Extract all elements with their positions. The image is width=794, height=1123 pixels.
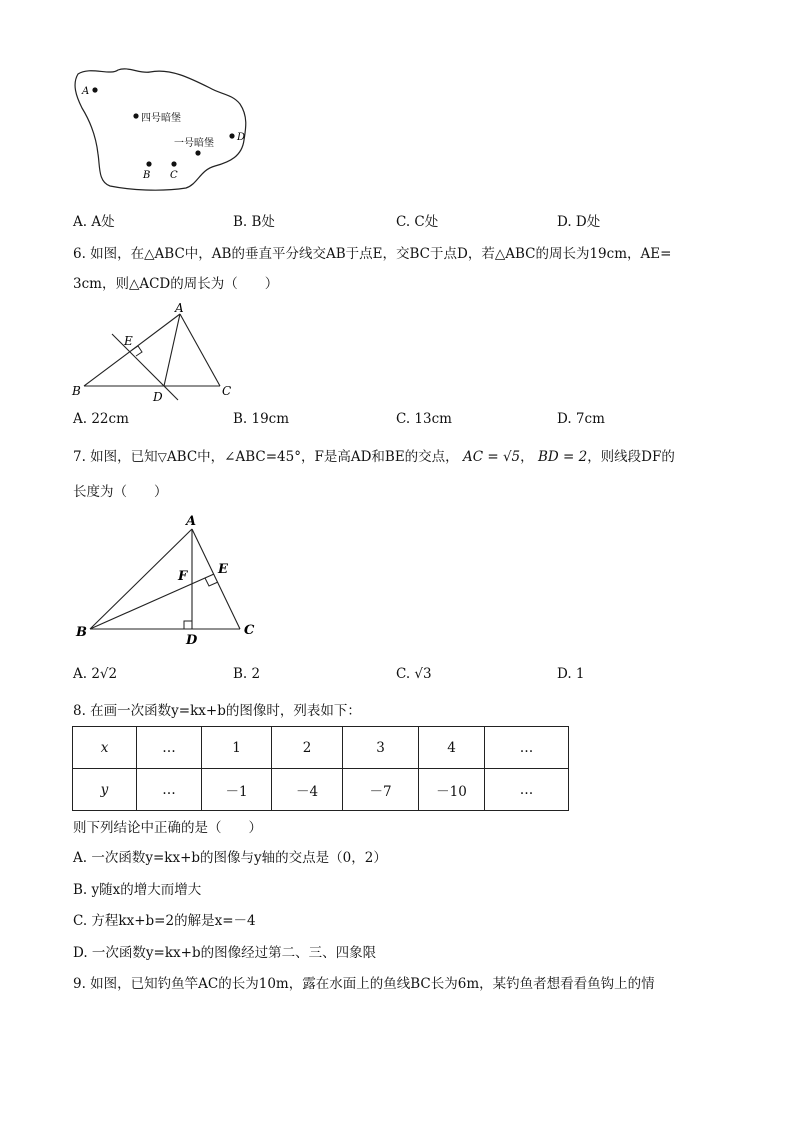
table-cell: y xyxy=(73,769,137,811)
q5-option-c[interactable]: C. C处 xyxy=(396,214,439,230)
table-cell: 4 xyxy=(419,727,485,769)
q5-option-b[interactable]: B. B处 xyxy=(233,214,275,230)
q8-value-table xyxy=(72,726,569,811)
q7-label-b: B xyxy=(76,625,87,640)
point-c-label: C xyxy=(170,170,178,181)
q7-label-d: D xyxy=(186,633,198,648)
island-outline xyxy=(75,69,246,190)
q6-stem-line2: 3cm，则△ACD的周长为（ ） xyxy=(73,276,279,292)
q7-bd-equation: BD = 2 xyxy=(537,449,588,465)
point-c-dot xyxy=(171,161,176,166)
q7-option-a[interactable]: A. 2√2 xyxy=(73,666,118,682)
q7-label-c: C xyxy=(244,623,255,638)
table-cell: －4 xyxy=(272,769,343,811)
q7-ac-equation: AC = √5 xyxy=(462,449,521,465)
q7-option-b[interactable]: B. 2 xyxy=(233,666,261,682)
point-b-dot xyxy=(146,161,151,166)
q9-stem-line1: 9. 如图，已知钓鱼竿AC的长为10m，露在水面上的鱼线BC长为6m，某钓鱼者想看看鱼钩上的情 xyxy=(73,976,655,992)
point-a-label: A xyxy=(82,86,90,97)
q6-option-b[interactable]: B. 19cm xyxy=(233,411,290,427)
fort-1-dot xyxy=(195,150,200,155)
q6-option-a[interactable]: A. 22cm xyxy=(73,411,129,427)
table-cell: … xyxy=(485,769,569,811)
q6-label-d: D xyxy=(153,390,163,404)
point-d-label: D xyxy=(237,132,246,143)
table-row-y xyxy=(73,769,569,811)
triangle-symbol-icon: ▽ xyxy=(157,450,167,464)
q7-label-a: A xyxy=(186,514,197,529)
q7-label-e: E xyxy=(218,562,228,577)
q6-triangle-figure xyxy=(68,300,243,406)
table-row-x xyxy=(73,727,569,769)
q7-stem-part3: ，则线段DF的 xyxy=(587,449,675,465)
q7-option-d[interactable]: D. 1 xyxy=(557,666,585,682)
point-d-dot xyxy=(229,133,234,138)
table-cell: 2 xyxy=(272,727,343,769)
q8-option-d[interactable]: D. 一次函数y=kx+b的图像经过第二、三、四象限 xyxy=(73,945,377,961)
q7-option-c[interactable]: C. √3 xyxy=(396,666,432,682)
q6-label-c: C xyxy=(222,384,232,398)
q8-option-a[interactable]: A. 一次函数y=kx+b的图像与y轴的交点是（0，2） xyxy=(73,850,387,866)
island-map-figure xyxy=(70,66,255,196)
q7-stem-line2: 长度为（ ） xyxy=(73,484,168,500)
q8-stem: 8. 在画一次函数y=kx+b的图像时，列表如下： xyxy=(73,703,361,719)
q5-option-d[interactable]: D. D处 xyxy=(557,214,601,230)
table-cell: x xyxy=(73,727,137,769)
point-b-label: B xyxy=(143,170,151,181)
q5-option-a[interactable]: A. A处 xyxy=(73,214,115,230)
q8-prompt: 则下列结论中正确的是（ ） xyxy=(73,820,262,836)
q8-option-b[interactable]: B. y随x的增大而增大 xyxy=(73,882,202,898)
q6-stem-line1: 6. 如图，在△ABC中，AB的垂直平分线交AB于点E，交BC于点D，若△ABC的周长为19cm，AE= xyxy=(73,246,672,262)
q6-label-a: A xyxy=(175,301,184,315)
fort-4-label: 四号暗堡 xyxy=(141,113,181,124)
table-cell: －7 xyxy=(343,769,419,811)
q7-stem-line1: 7. 如图，已知▽ABC中，∠ABC=45°，F是高AD和BE的交点， AC = √5， BD = 2，则线段DF的 xyxy=(73,449,675,465)
fort-4-dot xyxy=(133,113,138,118)
q7-stem-part2: ABC中，∠ABC=45°，F是高AD和BE的交点， xyxy=(166,449,459,465)
q6-label-b: B xyxy=(72,384,81,398)
q6-option-d[interactable]: D. 7cm xyxy=(557,411,605,427)
table-cell: －1 xyxy=(202,769,272,811)
q7-stem-part1: 7. 如图，已知 xyxy=(73,449,158,465)
q6-option-c[interactable]: C. 13cm xyxy=(396,411,452,427)
q7-triangle-figure xyxy=(72,512,264,650)
table-cell: －10 xyxy=(419,769,485,811)
table-cell: 3 xyxy=(343,727,419,769)
table-cell: … xyxy=(137,769,202,811)
q8-option-c[interactable]: C. 方程kx+b=2的解是x=－4 xyxy=(73,913,256,929)
table-cell: 1 xyxy=(202,727,272,769)
q7-label-f: F xyxy=(178,569,188,584)
fort-1-label: 一号暗堡 xyxy=(174,138,214,149)
table-cell: … xyxy=(485,727,569,769)
point-a-dot xyxy=(92,87,97,92)
q6-label-e: E xyxy=(124,334,133,348)
table-cell: … xyxy=(137,727,202,769)
